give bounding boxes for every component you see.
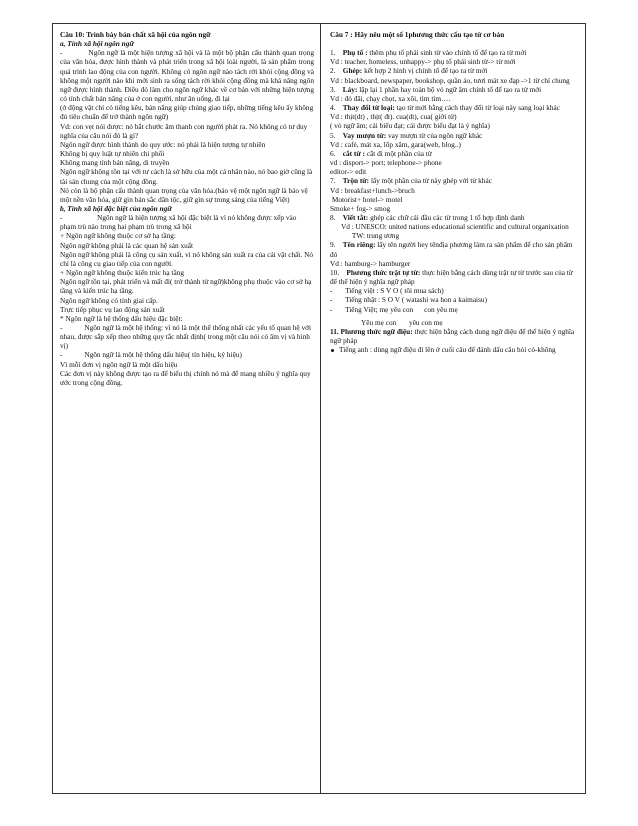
item-number: 2.: [330, 66, 336, 76]
item-heading: Tên riêng:: [342, 240, 376, 250]
paragraph: Ngôn ngữ tồn tại, phát triển và mất đi( trở thành tử ngữ)không phụ thuộc vào cơ sở hạ tầng và kiến trúc hạ tầng.: [60, 277, 314, 296]
item-text: kết hợp 2 hình vị chính tố để tạo ra từ mới: [362, 66, 488, 76]
list-item: [330, 213, 579, 222]
text-line: Không mang tính bản năng, di truyền: [60, 158, 170, 168]
bullet-icon: [331, 349, 334, 352]
list-item: [330, 48, 579, 57]
item-heading: Viết tắt:: [342, 212, 369, 222]
paragraph: Ngôn ngữ không phải là công cụ sản xuất, vì nó không sản xuất ra của cải vật chất. Nó chỉ là công cụ giao tiếp của con người.: [60, 249, 315, 268]
paragraph: - Ngôn ngữ là một hệ thống: vì nó là một thể thống nhất các yếu tố quan hệ với nhau, được sắp xếp theo những quy tắc nhất định( trong một câu nói có âm vị và hình vị): [60, 323, 313, 351]
text-line: Không bị quy luật tự nhiên chi phối: [60, 149, 165, 159]
example-line: Vd : breakfast+lunch->bruch: [330, 185, 415, 195]
left-title: Câu 10: Trình bày bản chất xã hội của ngôn ngữ: [60, 30, 211, 39]
left-column: [53, 24, 321, 793]
item-number: 10.: [330, 267, 340, 277]
bullet-item: [330, 345, 579, 354]
example-line: Motorist+ hotel-> motel: [330, 194, 403, 204]
example-line: Vd : teacher, homeless, unhappy-> phụ tố phái sinh từ-> từ mới: [330, 57, 516, 67]
text-line: + Ngôn ngữ không thuộc cơ sở hạ tầng:: [60, 231, 176, 241]
item-text: tạo từ mới bằng cách thay đổi từ loại này sang loại khác: [394, 103, 560, 113]
example-line: Vd : hamburg-> hamburger: [330, 258, 411, 268]
example-line: - Tiếng nhật : S O V ( watashi wa hon a kaimaisu): [330, 295, 488, 305]
item-text: ghép các chữ cái đầu các từ trong 1 tổ hợp định danh: [368, 212, 525, 222]
list-item: [330, 131, 579, 140]
list-item: [330, 268, 579, 286]
list-item: [330, 103, 579, 112]
text-line: Ngôn ngữ được hình thành do quy ước: nó phải là hiện tượng tự nhiên: [60, 139, 266, 149]
example-line: Vd : café, mát xa, lốp xăm, gara(web, blog..): [330, 139, 461, 149]
subheading-b: b, Tính xã hội đặc biệt của ngôn ngữ: [60, 203, 172, 213]
text-line: + Ngôn ngữ không thuộc kiến trúc hạ tầng: [60, 268, 184, 278]
paragraph: - Ngôn ngữ là một hiện tượng xã hội và là một bộ phận cấu thành quan trọng của văn hóa, được hình thành và phát triển trong xã hội loài người, là sản phẩm trong quá trình lao động của con người. Không có ngôn ngữ nào tách rời khỏi cộng đồng và không một người nào khi mới sinh ra sống tách rời khỏi cộng đồng mà khả năng ngôn ngữ được hình thành. Điều đó làm cho ngôn ngữ khác về cơ bản với những hiện tượng có tính chất bản năng của ở con người, như ăn uống, đi lại: [60, 48, 316, 104]
item-heading: cắt từ :: [342, 148, 365, 158]
paragraph: Các đơn vị này không được tạo ra để biểu thị chính nó mà để mang nhiều ý nghĩa quy ước trong cộng đồng.: [60, 368, 313, 387]
item-heading: 11. Phương thức ngữ điệu:: [330, 326, 413, 336]
example-line: Vd : thịt(dt) , thịt( đt). cua(dt), cua( giới từ): [330, 112, 457, 122]
list-item: [330, 327, 579, 345]
right-column: [321, 24, 585, 793]
paragraph: - Ngôn ngữ là hiện tượng xã hội đặc biệt là vì nó không được xếp vào phạm trù nào trong hai phạm trù trong xã hội: [60, 213, 299, 232]
item-number: 4.: [330, 103, 336, 113]
document-page: [52, 23, 586, 794]
example-line: TW: trung ương: [330, 231, 400, 241]
item-text: lấy một phần của từ này ghép với từ khác: [369, 176, 492, 186]
item-text: thực hiện bằng cách dung ngữ điệu để thể hiện ý nghĩa ngữ pháp: [330, 326, 577, 345]
subheading-a: a, Tính xã hội ngôn ngữ: [60, 39, 134, 49]
item-number: 9.: [330, 240, 336, 250]
paragraph: Ngôn ngữ không tồn tại với tư cách là sở hữu của một cá nhân nào, nó bao giờ cũng là tài sản chung của một cộng đồng.: [60, 167, 315, 186]
item-text: cắt đi một phần của từ: [365, 148, 432, 158]
list-item: [330, 240, 579, 258]
example-line: ( vỏ ngữ âm; cái biểu đạt; cái được biểu đạt là ý nghĩa): [330, 121, 490, 131]
item-heading: Trộn từ:: [342, 176, 370, 186]
item-number: 3.: [330, 84, 336, 94]
item-heading: Vay mượn từ:: [342, 130, 387, 140]
item-number: 8.: [330, 212, 336, 222]
text-line: Trực tiếp phục vụ lao động sản xuất: [60, 304, 165, 314]
example-line: Yêu mẹ con yêu con mẹ: [330, 317, 443, 327]
example-line: editor-> edit: [330, 167, 367, 177]
item-number: 1.: [330, 48, 336, 58]
list-item: [330, 85, 579, 94]
example-line: Vd : blackboard, newspaper, bookshop, quần áo, tươi mát xe đạp ->1 từ chỉ chung: [330, 75, 570, 85]
paragraph: Nó còn là bộ phận cấu thành quan trọng của văn hóa.(bảo vệ một ngôn ngữ là bảo vệ một nền văn hóa, giữ gìn bản sắc dân tộc, giữ gìn sự trong sáng của tiếng Việt): [60, 185, 310, 204]
paragraph: Vd: con vẹt nói được: nó bắt chước âm thanh con người phát ra. Nó không có tư duy nghĩa của câu nói đó là gì?: [60, 121, 310, 140]
list-item: [330, 66, 579, 75]
item-number: 6.: [330, 148, 336, 158]
example-line: Vd : đỏ đãi, chạy chọt, xa xôi, tìm tìm….: [330, 93, 451, 103]
right-title: Câu 7 : Hãy nêu một số 1phương thức cấu tạo từ cơ bản: [330, 30, 505, 39]
item-text: lặp lại 1 phần hay toàn bộ vỏ ngữ âm chính tố để tạo ra từ mới: [357, 84, 542, 94]
item-number: 5.: [330, 130, 336, 140]
item-text: lấy tên người hey tênđịa phương làm ra sản phẩm để cho sản phẩm đó: [330, 240, 575, 259]
paragraph: (ở động vật chỉ có tiếng kêu, bản năng giúp chúng giao tiếp, những tiếng kêu ấy không đủ tiêu chuẩn để trở thành ngôn ngữ): [60, 103, 316, 122]
item-number: 7.: [330, 176, 336, 186]
item-text: vay mượn từ của ngôn ngữ khác: [386, 130, 483, 140]
example-line: - Tiếng việt : S V O ( tôi mua sách): [330, 286, 444, 296]
item-heading: Ghép:: [342, 66, 363, 76]
text-line: Ngôn ngữ không phải là các quan hệ sản xuất: [60, 240, 194, 250]
list-item: [330, 176, 579, 185]
item-heading: Phụ tố :: [342, 48, 368, 58]
example-line: vd : disport-> port; telephone-> phone: [330, 158, 442, 168]
text-line: Vì mỗi đơn vị ngôn ngữ là một dấu hiệu: [60, 359, 178, 369]
example-line: Smoke+ fog-> smog: [330, 203, 391, 213]
text-line: Ngôn ngữ không có tính giai cấp.: [60, 295, 158, 305]
spacer: [330, 39, 579, 48]
item-heading: Phương thức trật tự từ:: [346, 267, 421, 277]
text-line: * Ngôn ngữ là hệ thống dấu hiệu đặc biệt:: [60, 313, 183, 323]
example-line: Vd : UNESCO: united nations educational scientific and cultural organixation: [330, 222, 569, 232]
item-heading: Láy:: [342, 84, 358, 94]
example-line: - Tiếng Việt; mẹ yêu con con yêu mẹ: [330, 304, 458, 314]
item-heading: Thay đổi từ loại:: [342, 103, 395, 113]
text-line: - Ngôn ngữ là một hệ thống dấu hiệu( tín hiệu, ký hiệu): [60, 350, 242, 360]
list-item: [330, 149, 579, 158]
item-text: thực hiện bằng cách dùng trật tự từ trước sau của từ để thể hiện ý nghĩa ngữ pháp: [330, 267, 575, 287]
example-line: Tiếng anh : dùng ngữ điệu đi lên ở cuối câu để đánh dấu câu hỏi có-không: [339, 345, 556, 355]
item-text: thêm phụ tố phái sinh từ vào chính tố để tạo ra từ mới: [367, 48, 527, 58]
